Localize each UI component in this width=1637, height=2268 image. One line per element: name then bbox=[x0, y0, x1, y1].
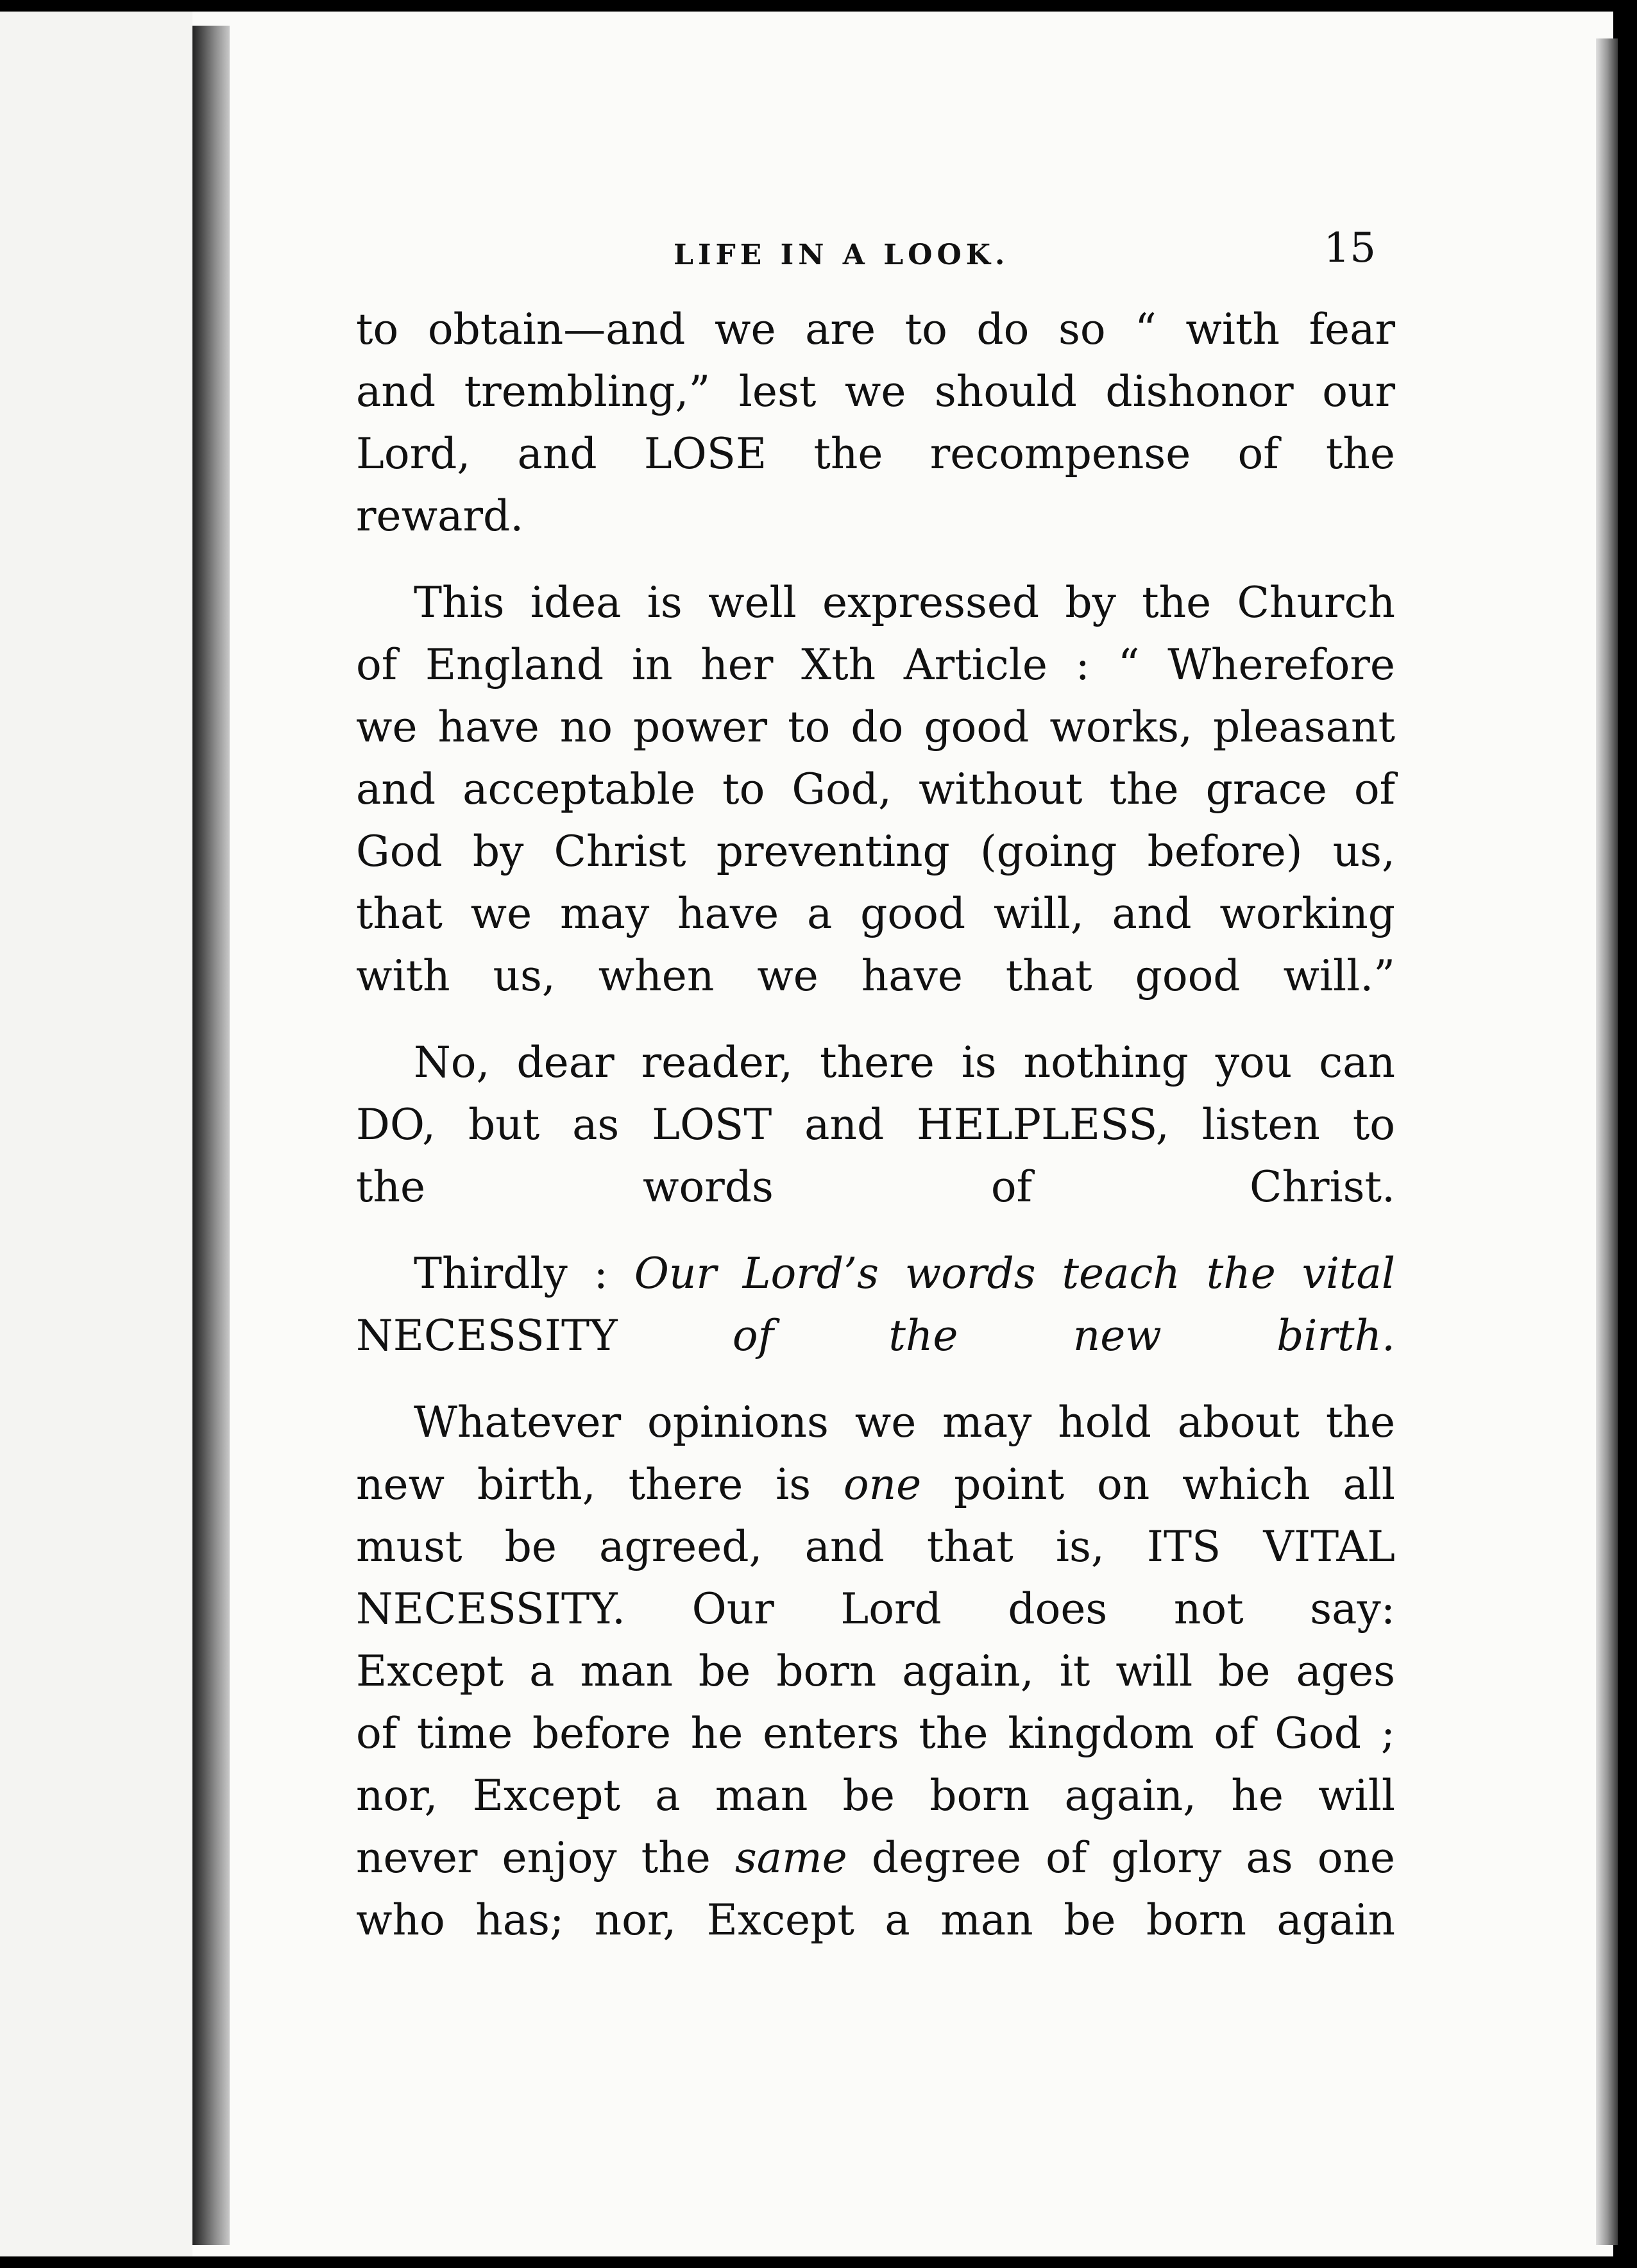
paragraph-4 bbox=[356, 1242, 1395, 1367]
text-line: new birth, there is bbox=[356, 1460, 811, 1509]
text-line: of England in her Xth Article : “ Wherefore bbox=[356, 640, 1395, 690]
text-line: No, dear reader, there is nothing you can bbox=[414, 1038, 1395, 1087]
text-line: degree of glory as one bbox=[871, 1833, 1395, 1883]
text-line: must be agreed, and that is, ITS VITAL bbox=[356, 1522, 1395, 1571]
text-line: point on which all bbox=[954, 1460, 1396, 1509]
text-line: and trembling,” lest we should dishonor our bbox=[356, 367, 1395, 416]
paragraph-3 bbox=[356, 1031, 1395, 1218]
text-line: Whatever opinions we may hold about the bbox=[414, 1398, 1395, 1447]
page-edge bbox=[1596, 38, 1618, 2245]
text-line: NECESSITY. Our Lord does not say: bbox=[356, 1584, 1395, 1634]
text-line: Thirdly : bbox=[414, 1249, 608, 1298]
text-line: who has; nor, Except a man be born again bbox=[356, 1895, 1395, 1945]
text-line: DO, but as LOST and HELPLESS, listen to bbox=[356, 1100, 1395, 1149]
text-line: God by Christ preventing (going before) us, bbox=[356, 827, 1395, 876]
book-gutter bbox=[192, 26, 230, 2245]
text-line: nor, Except a man be born again, he will bbox=[356, 1771, 1395, 1820]
text-line: This idea is well expressed by the Church bbox=[414, 578, 1395, 627]
text-line: with us, when we have that good will.” bbox=[356, 951, 1395, 1001]
page-number: 15 bbox=[1323, 224, 1376, 272]
facing-page-margin bbox=[0, 12, 192, 2256]
paragraph-1 bbox=[356, 298, 1395, 547]
text-line: reward. bbox=[356, 491, 524, 541]
paragraph-5 bbox=[356, 1391, 1395, 1951]
text-line: never enjoy the bbox=[356, 1833, 711, 1883]
page-text bbox=[356, 224, 1395, 1976]
text-line: we have no power to do good works, pleasant bbox=[356, 702, 1395, 752]
text-line: and acceptable to God, without the grace of bbox=[356, 765, 1395, 814]
text-line: Except a man be born again, it will be ages bbox=[356, 1646, 1395, 1696]
italic-text: Our Lord’s words teach the vital bbox=[634, 1249, 1395, 1298]
text-line: to obtain—and we are to do so “ with fear bbox=[356, 305, 1395, 354]
text-line: of time before he enters the kingdom of God ; bbox=[356, 1709, 1395, 1758]
page-header bbox=[356, 224, 1395, 282]
running-title: LIFE IN A LOOK. bbox=[674, 239, 1010, 271]
paragraph-2 bbox=[356, 571, 1395, 1007]
italic-text: of the new birth. bbox=[732, 1311, 1395, 1360]
text-line: the words of Christ. bbox=[356, 1162, 1395, 1212]
italic-text: same bbox=[734, 1833, 847, 1883]
italic-text: one bbox=[843, 1460, 922, 1509]
text-line: NECESSITY bbox=[356, 1311, 618, 1360]
text-line: that we may have a good will, and working bbox=[356, 889, 1395, 938]
text-line: Lord, and LOSE the recompense of the bbox=[356, 429, 1395, 478]
